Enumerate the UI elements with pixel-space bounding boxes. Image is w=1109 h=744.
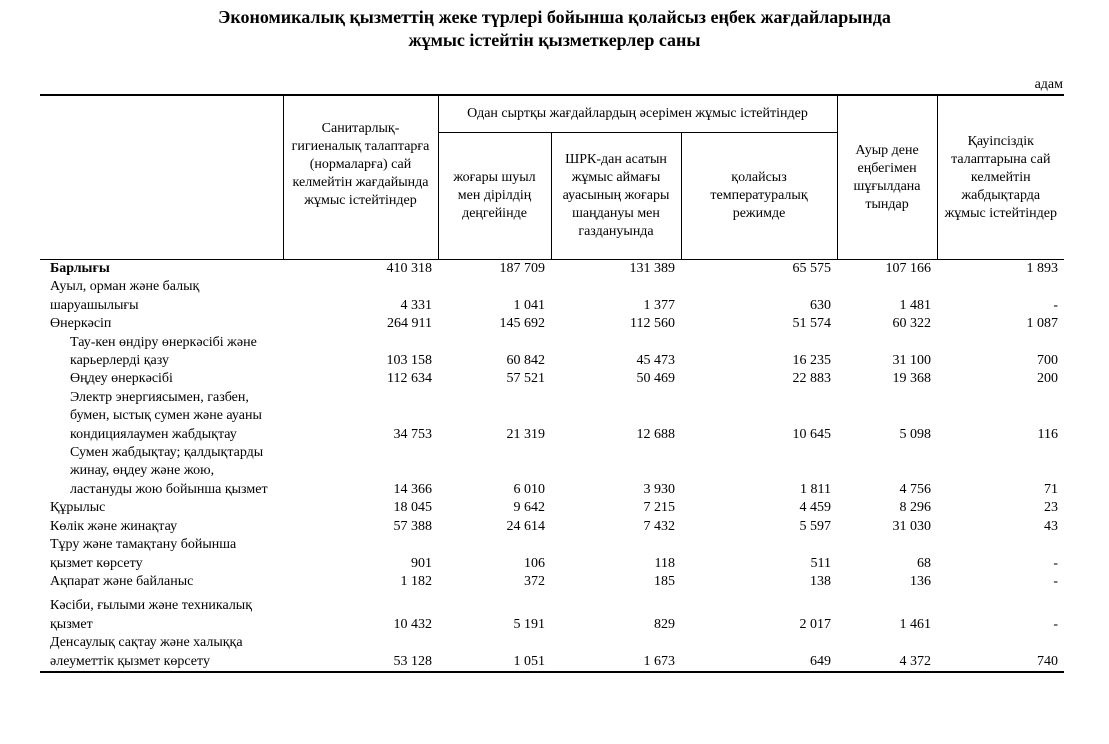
row-label [40,518,283,536]
row-label-text: Тұру және тамақтану бойынша қызмет көрсету [50,537,237,571]
row-label-text: Тау-кен өндіру өнеркәсібі және карьерлерді қазу [70,334,257,369]
header-safety: Қауіпсіздік талаптарына сай келмейтін жабдықтарда жұмыс істейтіндер [937,95,1064,260]
row-value: 3 930 [643,481,675,497]
row-label [40,278,283,315]
row-value: 68 [917,555,932,571]
table-body [40,260,1064,672]
row-value: 7 215 [643,500,675,516]
row-value: 7 432 [643,518,675,534]
row-label [40,444,283,499]
table-row [40,518,1064,536]
row-label-text: Кәсіби, ғылыми және техникалық қызмет [50,598,253,632]
row-value: 34 753 [393,426,432,442]
table-row [40,634,1064,672]
row-value: 185 [654,573,675,589]
row-value: 4 372 [837,634,937,672]
row-value: 107 166 [885,261,932,276]
row-value: 45 473 [636,353,675,369]
table-row [40,260,1064,279]
row-label [40,315,283,333]
table-row [40,536,1064,573]
row-value: 23 [1044,500,1059,516]
row-label [40,334,283,371]
row-label [40,536,283,573]
row-value: 136 [910,573,932,589]
header-noise: жоғары шуыл мен дірілдің деңгейінде [438,133,551,260]
row-value: 4 756 [899,481,932,497]
row-value: 1 041 [513,297,545,313]
row-value: 22 883 [792,371,832,387]
table-row [40,573,1064,591]
row-value: 53 128 [283,634,438,672]
row-value: 60 842 [506,353,545,369]
row-value: 12 688 [636,426,675,442]
row-value: 4 459 [799,500,832,516]
header-sanitary: Санитарлық-гигиеналық талаптарға (нормаларға) сай келмейтін жағдайында жұмыс істейтіндер [283,95,438,260]
row-value: 1 811 [800,481,832,497]
row-value: 112 560 [630,316,675,332]
table-row [40,389,1064,444]
row-value: 31 100 [892,353,932,369]
row-value: 116 [1037,426,1059,442]
row-value: 4 331 [400,297,432,313]
row-value: 10 645 [792,426,832,442]
table-row [40,334,1064,371]
table-row [40,278,1064,315]
row-value: 1 481 [899,297,932,313]
row-value: 43 [1044,518,1059,534]
row-value: - [1053,573,1059,589]
row-value: 649 [681,634,837,672]
row-value: 1 087 [1026,316,1059,332]
row-value: 65 575 [792,261,832,276]
row-value: 901 [411,555,432,571]
row-value: 19 368 [892,371,932,387]
row-label-text: Өңдеу өнеркәсібі [70,371,173,387]
row-label-text: Өнеркәсіп [50,316,112,332]
header-heavy-labor: Ауыр дене еңбегімен шұғылдана тындар [837,95,937,260]
row-value: 16 235 [792,353,832,369]
row-value: 410 318 [386,261,432,276]
header-dust: ШРК-дан асатын жұмыс аймағы ауасының жоғары шаңдануы мен газдануында [551,133,681,260]
row-value: 103 158 [386,353,432,369]
row-value: 511 [810,555,832,571]
row-value: 145 692 [499,316,545,332]
row-value: 10 432 [393,616,432,632]
row-value: 1 461 [899,616,932,632]
row-value: 1 377 [643,297,675,313]
row-value: 57 388 [393,518,432,534]
row-value: 51 574 [792,316,832,332]
row-value: 106 [524,555,545,571]
row-value: 138 [810,573,832,589]
table-row [40,315,1064,333]
row-value: 1 182 [400,573,432,589]
row-value: 18 045 [393,500,432,516]
statistics-table [40,94,1064,673]
row-value: 8 296 [899,500,932,516]
row-value: 264 911 [387,316,432,332]
row-value: 112 634 [387,371,432,387]
row-value: 2 017 [799,616,832,632]
row-label [40,370,283,388]
row-label-text: Ақпарат және байланыс [50,573,194,589]
row-label [40,591,283,634]
row-value: 1 673 [551,634,681,672]
table-row [40,591,1064,634]
row-value: 9 642 [513,500,545,516]
row-value: 57 521 [506,371,545,387]
row-value: 740 [937,634,1064,672]
row-value: 31 030 [892,518,932,534]
row-value: 1 051 [438,634,551,672]
row-value: 700 [1037,353,1059,369]
row-label [40,389,283,444]
row-label-text: Сумен жабдықтау; қалдықтарды жинау, өңдеу және жою, ластануды жою бойынша қызмет [70,445,268,497]
row-value: 21 319 [506,426,545,442]
row-label-text: Көлік және жинақтау [50,518,178,534]
row-value: 630 [810,297,832,313]
row-value: 829 [654,616,675,632]
table-row [40,444,1064,499]
header-temperature: қолайсыз температуралық режимде [681,133,837,260]
row-value: 187 709 [499,261,545,276]
header-additional-conditions: Одан сыртқы жағдайлардың әсерімен жұмыс істейтіндер [438,95,837,133]
row-label [40,634,283,672]
row-label-text: Ауыл, орман және балық шаруашылығы [50,279,200,313]
row-value: 50 469 [636,371,675,387]
row-value: 372 [524,573,545,589]
row-value: - [1053,555,1059,571]
page-title [0,6,1109,52]
row-value: 71 [1044,481,1059,497]
row-label [40,573,283,591]
row-label-text: Барлығы [50,261,110,276]
title-line-2: жұмыс істейтін қызметкерлер саны [408,30,701,50]
row-value: - [1053,616,1059,632]
row-value: - [1053,297,1059,313]
row-value: 5 098 [899,426,932,442]
row-label-text: Электр энергиясымен, газбен, бумен, ыстық сумен және ауаны кондициялаумен жабдықтау [70,389,262,442]
row-label-text: Құрылыс [50,500,106,516]
table-row [40,370,1064,388]
row-label [40,499,283,517]
row-value: 14 366 [393,481,432,497]
row-value: 6 010 [513,481,545,497]
row-value: 200 [1037,371,1059,387]
header-empty [40,95,283,260]
title-line-1: Экономикалық қызметтің жеке түрлері бойынша қолайсыз еңбек жағдайларында [218,7,891,27]
row-label-text: Денсаулық сақтау және халыққа әлеуметтік қызмет көрсету [50,635,243,669]
row-value: 60 322 [892,316,932,332]
row-value: 118 [654,555,675,571]
row-value: 1 893 [1026,261,1059,276]
row-value: 5 597 [799,518,832,534]
row-value: 24 614 [506,518,545,534]
unit-label: адам [1034,77,1063,92]
row-value: 5 191 [513,616,545,632]
row-value: 131 389 [629,261,675,276]
row-label [40,260,283,279]
table-row [40,499,1064,517]
